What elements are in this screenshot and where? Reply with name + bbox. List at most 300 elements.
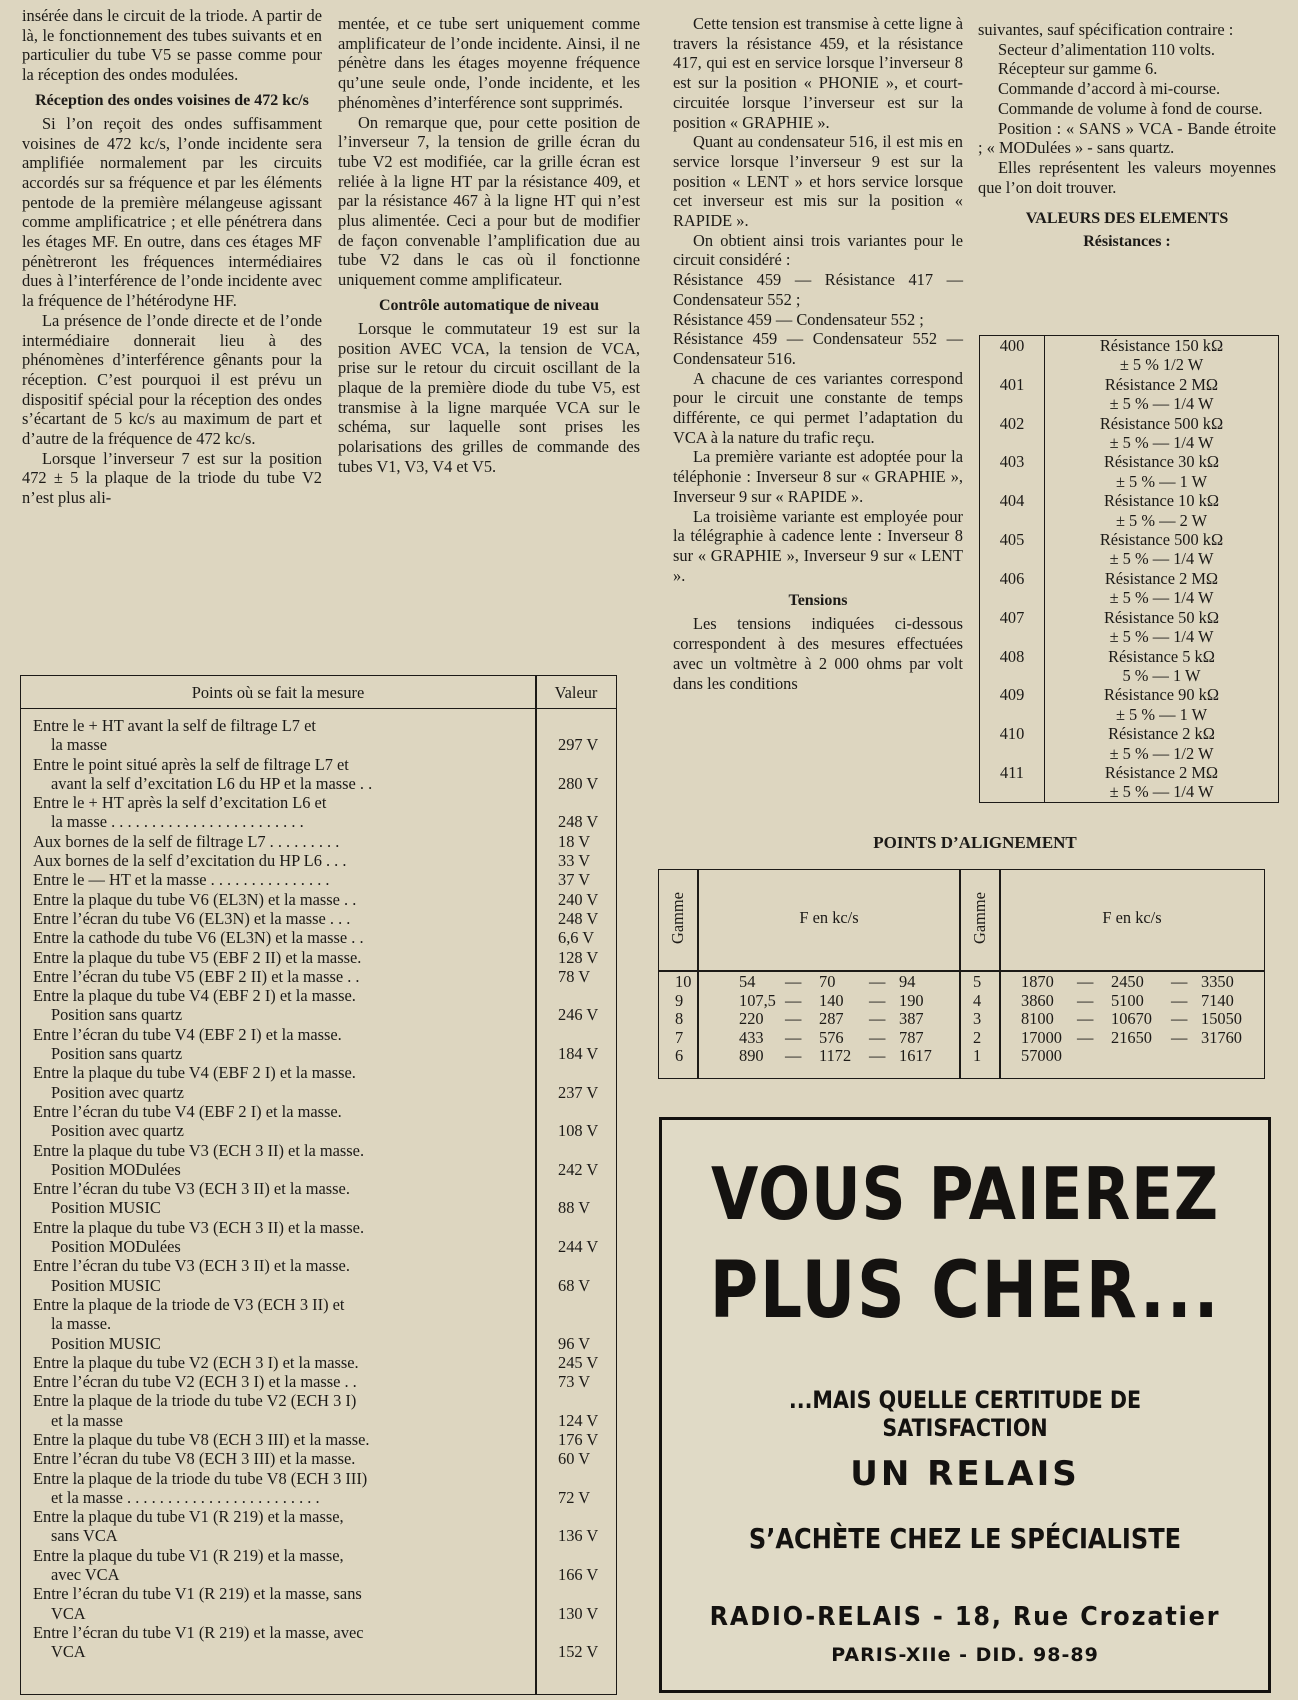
measure-point-line: Entre l’écran du tube V3 (ECH 3 II) et la masse.: [33, 1256, 350, 1276]
gamme-value: 9: [675, 990, 684, 1010]
table-row: [21, 1063, 616, 1102]
article-column-4: [978, 20, 1276, 255]
table-row: [21, 1102, 616, 1141]
table-row: [21, 1449, 616, 1468]
variant-item: Résistance 459 — Condensateur 552 — Condensateur 516.: [673, 329, 963, 368]
freq-mid: 5100: [1111, 990, 1144, 1010]
measure-point: [21, 1353, 495, 1372]
freq-header: F en kc/s: [799, 908, 859, 927]
freq-mid: 1172: [819, 1046, 852, 1065]
measure-point: [21, 1063, 495, 1102]
alignment-row: [659, 992, 959, 1011]
paragraph: On remarque que, pour cette position de l’inverseur 7, la tension de grille écran du tube V2 est modifiée, car la grille écran est reliée à la ligne HT par la résistance 409, et par la résistance 467 à la ligne HT qui n’est plus alimentée. Ceci a pour but de modifier de façon convenable l’amplification due au tube V2 dans le cas où il fonctionne uniquement comme amplificateur.: [338, 112, 640, 290]
resistance-row: [980, 414, 1279, 453]
resistance-number: 401: [980, 375, 1045, 414]
voltage-measurement-table: [20, 675, 617, 1695]
paragraph: Si l’on reçoit des ondes suffisamment voisines de 472 kc/s, l’onde incidente sera amplifiée normalement par les circuits accordés sur sa fréquence et par les éléments pentode de la première mélangeuse agissant comme amplificatrice ; et elle pénétrera dans les étages MF. En outre, dans ces étages MF pénètreront les fréquences intermédiaires dues à l’interférence de l’onde incidente avec la fréquence de l’hétérodyne HF.: [22, 113, 322, 311]
freq-low: 3860: [1021, 990, 1054, 1010]
table-row: [21, 967, 616, 986]
measure-point: [21, 1256, 495, 1295]
measure-point-line: Position MUSIC: [51, 1333, 161, 1353]
measure-point-line: avant la self d’excitation L6 du HP et la masse . .: [51, 773, 373, 793]
measure-value: 68 V: [558, 1275, 591, 1295]
section-subheading: Résistances :: [1083, 233, 1171, 251]
resistance-number: 403: [980, 452, 1045, 491]
measure-value: 280 V: [558, 773, 599, 793]
resistance-value: [1045, 414, 1279, 453]
resistance-value: [1045, 647, 1279, 686]
measure-point: [21, 948, 495, 967]
measure-point-line: Entre l’écran du tube V1 (R 219) et la masse, avec: [33, 1622, 364, 1642]
dash: —: [1077, 1009, 1094, 1028]
ad-phone: PARIS-XIIe - DID. 98-89: [831, 1644, 1099, 1666]
freq-mid: 10670: [1111, 1009, 1152, 1028]
freq-low: 220: [739, 1009, 764, 1028]
dash: —: [869, 1046, 886, 1065]
measure-point-line: Position MUSIC: [51, 1198, 161, 1218]
table-row: [21, 1430, 616, 1449]
table-row: [21, 1256, 616, 1295]
resistance-spec: Résistance 2 MΩ: [1104, 762, 1219, 782]
table-row: [21, 1623, 616, 1662]
freq-header: F en kc/s: [1102, 908, 1162, 927]
condition-item: Commande d’accord à mi-course.: [998, 79, 1221, 99]
freq-mid: 576: [819, 1027, 844, 1047]
table-header: [21, 676, 616, 709]
measure-point-line: Entre l’écran du tube V8 (ECH 3 III) et la masse.: [33, 1449, 356, 1469]
measure-value: 130 V: [558, 1603, 599, 1623]
freq-mid: 21650: [1111, 1027, 1152, 1047]
resistance-number: 409: [980, 685, 1045, 724]
paragraph: Lorsque le commutateur 19 est sur la position AVEC VCA, la tension de VCA, prise sur le retour du circuit oscillant de la plaque de la première diode du tube V5, est transmise à la ligne marquée VCA sur le schéma, sur laquelle sont prises les polarisations des grilles de commande des tubes V1, V3, V4 et V5.: [338, 318, 640, 476]
freq-low: 107,5: [739, 990, 776, 1010]
freq-high: 1617: [899, 1046, 932, 1065]
measure-value: 37 V: [558, 870, 591, 890]
measure-point-line: et la masse: [51, 1410, 123, 1430]
alignment-left-list: [659, 973, 959, 1066]
table-row: [21, 1179, 616, 1218]
measure-point-line: VCA: [51, 1603, 86, 1623]
gamme-value: 7: [675, 1027, 684, 1047]
resistance-number: 408: [980, 647, 1045, 686]
table-row: [21, 928, 616, 947]
ad-headline-2: PLUS CHER...: [709, 1246, 1221, 1336]
freq-low: 8100: [1021, 1009, 1054, 1028]
dash: —: [785, 1027, 802, 1047]
dash: —: [869, 1027, 886, 1047]
resistance-number: 405: [980, 530, 1045, 569]
section-heading: Réception des ondes voisines de 472 kc/s: [35, 91, 309, 109]
measure-point-line: la masse: [51, 735, 107, 755]
table-row: [21, 755, 616, 794]
measure-point: [21, 1141, 495, 1180]
measure-value: 78 V: [558, 966, 591, 986]
measure-point: [21, 1469, 495, 1508]
measure-point: [21, 986, 495, 1025]
freq-high: 3350: [1201, 972, 1234, 991]
gamme-value: 10: [675, 972, 692, 991]
measure-point: [21, 793, 495, 832]
resistance-tolerance: ± 5 % — 1/4 W: [1109, 433, 1214, 453]
measure-point-line: Position avec quartz: [51, 1121, 184, 1141]
alignment-row: [659, 1047, 959, 1066]
measure-point: [21, 928, 495, 947]
dash: —: [1077, 1027, 1094, 1047]
resistance-tolerance: ± 5 % — 1/4 W: [1109, 394, 1214, 414]
paragraph: mentée, et ce tube sert uniquement comme amplificateur de l’onde incidente. Ainsi, il ne pénètre dans les étages moyenne fréquence qu’une seule onde, l’onde incidente, et les phénomènes d’interférence sont supprimés.: [338, 14, 640, 112]
measure-point-line: Position MODulées: [51, 1159, 181, 1179]
condition-item: Commande de volume à fond de course.: [998, 98, 1263, 118]
measure-value: 152 V: [558, 1642, 599, 1662]
freq-high: 15050: [1201, 1009, 1242, 1028]
freq-mid: 2450: [1111, 972, 1144, 991]
gamme-value: 5: [973, 972, 982, 991]
measure-point-line: Aux bornes de la self d’excitation du HP L6 . . .: [33, 851, 347, 871]
measure-value: 244 V: [558, 1237, 599, 1257]
resistance-number: 402: [980, 414, 1045, 453]
paragraph: Lorsque l’inverseur 7 est sur la position 472 ± 5 la plaque de la triode du tube V2 n’est plus ali-: [22, 448, 322, 508]
resistance-tolerance: 5 % — 1 W: [1122, 665, 1201, 685]
measure-point: [21, 832, 495, 851]
measure-point-line: Entre la plaque de la triode du tube V8 (ECH 3 III): [33, 1468, 368, 1488]
freq-high: 7140: [1201, 990, 1234, 1010]
measure-point-line: Entre l’écran du tube V2 (ECH 3 I) et la masse . .: [33, 1372, 357, 1392]
measure-point-line: VCA: [51, 1642, 86, 1662]
resistance-row: [980, 491, 1279, 530]
resistance-tolerance: ± 5 % — 1/4 W: [1109, 627, 1214, 647]
freq-low: 1870: [1021, 972, 1054, 991]
measure-point-line: Entre la cathode du tube V6 (EL3N) et la masse . .: [33, 928, 364, 948]
measure-value: 96 V: [558, 1333, 591, 1353]
measure-point: [21, 1102, 495, 1141]
measure-point: [21, 1623, 495, 1662]
freq-high: 94: [899, 972, 916, 991]
measure-point-line: Entre le point situé après la self de filtrage L7 et: [33, 754, 349, 774]
measure-point-line: et la masse . . . . . . . . . . . . . . . . . . . . . . . .: [51, 1487, 320, 1507]
article-column-1: [22, 6, 322, 508]
table-row: [21, 890, 616, 909]
measure-point: [21, 1449, 495, 1468]
measure-point-line: Entre la plaque de la triode de V3 (ECH 3 II) et: [33, 1294, 345, 1314]
dash: —: [1171, 972, 1188, 991]
alignment-row: [961, 1010, 1264, 1029]
measure-point: [21, 1584, 495, 1623]
table-row: [21, 1141, 616, 1180]
table-row: [21, 948, 616, 967]
section-heading: VALEURS DES ELEMENTS: [1025, 210, 1229, 228]
resistance-row: [980, 724, 1279, 763]
measure-point-line: Entre la plaque du tube V1 (R 219) et la masse,: [33, 1507, 344, 1527]
dash: —: [869, 1009, 886, 1028]
resistance-number: 407: [980, 608, 1045, 647]
resistance-value: [1045, 724, 1279, 763]
measure-point-line: Position avec quartz: [51, 1082, 184, 1102]
measure-point: [21, 851, 495, 870]
table-row: [21, 1353, 616, 1372]
measure-point-line: Aux bornes de la self de filtrage L7 . . . . . . . . .: [33, 831, 340, 851]
freq-low: 890: [739, 1046, 764, 1065]
article-column-3: [673, 14, 963, 693]
measure-point: [21, 967, 495, 986]
alignment-title: POINTS D’ALIGNEMENT: [873, 833, 1077, 852]
dash: —: [785, 972, 802, 991]
freq-low: 54: [739, 972, 756, 991]
resistance-number: 404: [980, 491, 1045, 530]
table-row: [21, 1469, 616, 1508]
ad-headline-1: VOUS PAIEREZ: [710, 1152, 1220, 1236]
gamme-value: 4: [973, 990, 982, 1010]
table-row: [21, 1546, 616, 1585]
ad-product: UN RELAIS: [850, 1454, 1080, 1494]
gamme-header: Gamme: [668, 892, 687, 944]
resistance-number: 410: [980, 724, 1045, 763]
resistance-spec: Résistance 30 kΩ: [1103, 452, 1220, 472]
measure-value: 124 V: [558, 1410, 599, 1430]
radio-relais-advertisement: [659, 1117, 1271, 1693]
resistance-number: 406: [980, 569, 1045, 608]
table-row: [21, 1584, 616, 1623]
measure-value: 166 V: [558, 1565, 599, 1585]
paragraph: Elles représentent les valeurs moyennes que l’on doit trouver.: [978, 157, 1276, 197]
measure-value: 73 V: [558, 1372, 591, 1392]
freq-high: 787: [899, 1027, 924, 1047]
measure-point-line: Entre l’écran du tube V3 (ECH 3 II) et la masse.: [33, 1179, 350, 1199]
resistance-row: [980, 530, 1279, 569]
table-row: [21, 986, 616, 1025]
alignment-row: [961, 1029, 1264, 1048]
table-row: [21, 716, 616, 755]
table-row: [21, 832, 616, 851]
measure-value: 72 V: [558, 1487, 591, 1507]
measure-point: [21, 1391, 495, 1430]
resistance-tolerance: ± 5 % 1/2 W: [1119, 355, 1204, 375]
measure-point: [21, 1507, 495, 1546]
gamme-value: 3: [973, 1009, 982, 1028]
dash: —: [1077, 972, 1094, 991]
measure-point-line: Entre la plaque du tube V6 (EL3N) et la masse . .: [33, 889, 357, 909]
resistance-value: [1045, 491, 1279, 530]
ad-tagline: ...MAIS QUELLE CERTITUDE DE SATISFACTION: [788, 1386, 1142, 1442]
paragraph: Quant au condensateur 516, il est mis en service lorsque l’inverseur 9 est sur la position « LENT » et hors service lorsque cet inverseur est mis sur la position « RAPIDE ».: [673, 132, 963, 231]
resistance-spec: Résistance 2 kΩ: [1108, 724, 1215, 744]
paragraph: La troisième variante est employée pour la télégraphie à cadence lente : Inverseur 8 sur « GRAPHIE », Inverseur 9 sur « LENT ».: [673, 506, 963, 585]
section-heading: Tensions: [788, 592, 848, 610]
table-row: [21, 1372, 616, 1391]
measure-point-line: Entre l’écran du tube V6 (EL3N) et la masse . . .: [33, 908, 351, 928]
measure-point-line: Entre la plaque du tube V3 (ECH 3 II) et la masse.: [33, 1217, 365, 1237]
measure-value: 6,6 V: [558, 928, 595, 948]
measure-point-line: Position sans quartz: [51, 1044, 183, 1064]
measure-value: 136 V: [558, 1526, 599, 1546]
resistance-tolerance: ± 5 % — 1/2 W: [1109, 743, 1214, 763]
resistance-value: [1045, 452, 1279, 491]
condition-item: Secteur d’alimentation 110 volts.: [998, 39, 1215, 59]
measure-value: 128 V: [558, 947, 599, 967]
alignment-row: [659, 973, 959, 992]
measure-value: 248 V: [558, 908, 599, 928]
resistance-value: [1045, 336, 1279, 375]
measure-point-line: Entre la plaque du tube V8 (ECH 3 III) et la masse.: [33, 1429, 370, 1449]
measure-value: 184 V: [558, 1044, 599, 1064]
measure-point-line: Entre le + HT avant la self de filtrage L7 et: [33, 716, 316, 735]
resistance-tolerance: ± 5 % — 1/4 W: [1109, 549, 1214, 569]
resistance-value: [1045, 763, 1279, 802]
paragraph: La présence de l’onde directe et de l’onde intermédiaire donnerait lieu à des phénomènes d’interférence gênants pour la réception. C’est pourquoi il est prévu un dispositif spécial pour la réception des ondes s’écartant de 5 kc/s au maximum de part et d’autre de la fréquence de 472 kc/s.: [22, 310, 322, 449]
header-points: Points où se fait la mesure: [191, 683, 365, 702]
freq-low: 433: [739, 1027, 764, 1047]
gamme-value: 2: [973, 1027, 982, 1047]
measure-point-line: Position MODulées: [51, 1237, 181, 1257]
section-heading: Contrôle automatique de niveau: [379, 296, 599, 314]
measure-point: [21, 1179, 495, 1218]
measure-point: [21, 870, 495, 889]
resistance-row: [980, 647, 1279, 686]
measure-value: 237 V: [558, 1082, 599, 1102]
condition-item: Position : « SANS » VCA - Bande étroite ; « MODulées » - sans quartz.: [978, 118, 1276, 158]
table-row: [21, 909, 616, 928]
table-row: [21, 1025, 616, 1064]
measure-point-line: Entre la plaque du tube V1 (R 219) et la masse,: [33, 1545, 344, 1565]
alignment-row: [659, 1010, 959, 1029]
measure-value: 240 V: [558, 889, 599, 909]
resistance-value: [1045, 608, 1279, 647]
measure-value: 18 V: [558, 831, 591, 851]
resistance-tolerance: ± 5 % — 1/4 W: [1109, 588, 1214, 608]
paragraph: A chacune de ces variantes correspond pour le circuit une constante de temps différente, ce qui permet l’adaptation du VCA à la nature du trafic reçu.: [673, 368, 963, 447]
dash: —: [869, 972, 886, 991]
measure-point: [21, 1025, 495, 1064]
resistance-spec: Résistance 2 MΩ: [1104, 568, 1219, 588]
measure-value: 108 V: [558, 1121, 599, 1141]
table-row: [21, 1218, 616, 1257]
freq-high: 31760: [1201, 1027, 1242, 1047]
measure-point: [21, 1430, 495, 1449]
measure-point-line: Entre le + HT après la self d’excitation L6 et: [33, 793, 327, 813]
table-row: [21, 1295, 616, 1353]
measure-point-line: Entre la plaque du tube V2 (ECH 3 I) et la masse.: [33, 1352, 359, 1372]
resistance-spec: Résistance 50 kΩ: [1103, 607, 1220, 627]
resistance-value: [1045, 375, 1279, 414]
measure-point-line: avec VCA: [51, 1565, 120, 1585]
dash: —: [869, 990, 886, 1010]
paragraph: Les tensions indiquées ci-dessous correspondent à des mesures effectuées avec un voltmètre à 2 000 ohms par volt dans les conditions: [673, 614, 963, 693]
gamme-header: Gamme: [970, 892, 989, 944]
measure-point-line: Entre la plaque du tube V3 (ECH 3 II) et la masse.: [33, 1140, 365, 1160]
variant-item: Résistance 459 — Résistance 417 — Condensateur 552 ;: [673, 270, 963, 309]
dash: —: [1077, 990, 1094, 1010]
dash: —: [1171, 1027, 1188, 1047]
measure-point: [21, 716, 495, 755]
resistance-tolerance: ± 5 % — 1 W: [1115, 471, 1208, 491]
resistance-row: [980, 763, 1279, 802]
resistance-spec: Résistance 10 kΩ: [1103, 491, 1220, 511]
measure-point-line: sans VCA: [51, 1526, 118, 1546]
resistance-spec: Résistance 500 kΩ: [1099, 413, 1224, 433]
resistance-value: [1045, 530, 1279, 569]
dash: —: [785, 1046, 802, 1065]
measurement-rows: [21, 716, 616, 1662]
measure-point: [21, 1218, 495, 1257]
table-row: [21, 851, 616, 870]
measure-point: [21, 1295, 495, 1353]
resistance-value: [1045, 685, 1279, 724]
measure-point: [21, 1372, 495, 1391]
article-column-2: [338, 14, 640, 476]
resistance-number: 411: [980, 763, 1045, 802]
gamme-value: 8: [675, 1009, 684, 1028]
resistance-row: [980, 685, 1279, 724]
freq-mid: 140: [819, 990, 844, 1010]
resistance-spec: Résistance 150 kΩ: [1099, 336, 1224, 355]
measure-point-line: Entre la plaque du tube V5 (EBF 2 II) et la masse.: [33, 947, 362, 967]
paragraph: La première variante est adoptée pour la téléphonie : Inverseur 8 sur « GRAPHIE », Inverseur 9 sur « RAPIDE ».: [673, 447, 963, 506]
header-value: Valeur: [554, 683, 598, 702]
resistance-spec: Résistance 5 kΩ: [1108, 646, 1215, 666]
measure-value: 88 V: [558, 1198, 591, 1218]
dash: —: [1171, 990, 1188, 1010]
measure-value: 246 V: [558, 1005, 599, 1025]
alignment-row: [961, 973, 1264, 992]
resistance-tolerance: ± 5 % — 1 W: [1115, 704, 1208, 724]
resistance-table: [979, 335, 1279, 803]
ad-address: RADIO-RELAIS - 18, Rue Crozatier: [709, 1602, 1221, 1632]
resistance-number: 400: [980, 336, 1045, 375]
freq-mid: 287: [819, 1009, 844, 1028]
measure-value: 297 V: [558, 735, 599, 755]
measure-point-line: la masse . . . . . . . . . . . . . . . . . . . . . . . .: [51, 812, 304, 832]
table-row: [21, 870, 616, 889]
variant-item: Résistance 459 — Condensateur 552 ;: [673, 309, 924, 329]
resistance-row: [980, 336, 1279, 375]
measure-value: 245 V: [558, 1352, 599, 1372]
alignment-right-list: [961, 973, 1264, 1066]
measure-value: 33 V: [558, 851, 591, 871]
measure-point: [21, 755, 495, 794]
measure-point-line: Entre la plaque de la triode du tube V2 (ECH 3 I): [33, 1391, 357, 1411]
resistance-row: [980, 569, 1279, 608]
measure-point-line: Entre l’écran du tube V5 (EBF 2 II) et la masse . .: [33, 966, 360, 986]
measure-point: [21, 890, 495, 909]
measure-value: 242 V: [558, 1159, 599, 1179]
condition-item: Récepteur sur gamme 6.: [998, 59, 1158, 79]
paragraph: suivantes, sauf spécification contraire :: [978, 20, 1234, 39]
measure-value: 60 V: [558, 1449, 591, 1469]
dash: —: [785, 1009, 802, 1028]
freq-low: 57000: [1021, 1046, 1062, 1065]
measure-point-line: Entre l’écran du tube V4 (EBF 2 I) et la masse.: [33, 1024, 342, 1044]
alignment-row: [961, 992, 1264, 1011]
freq-low: 17000: [1021, 1027, 1062, 1047]
measure-point: [21, 909, 495, 928]
resistance-spec: Résistance 500 kΩ: [1099, 530, 1224, 550]
measure-point-line: Entre l’écran du tube V1 (R 219) et la masse, sans: [33, 1584, 362, 1604]
alignment-row: [659, 1029, 959, 1048]
ad-subline: S’ACHÈTE CHEZ LE SPÉCIALISTE: [748, 1522, 1182, 1555]
measure-point-line: Entre le — HT et la masse . . . . . . . . . . . . . . .: [33, 870, 330, 890]
measure-point-line: Entre l’écran du tube V4 (EBF 2 I) et la masse.: [33, 1101, 342, 1121]
dash: —: [1171, 1009, 1188, 1028]
measure-value: 176 V: [558, 1429, 599, 1449]
measure-point-line: Entre la plaque du tube V4 (EBF 2 I) et la masse.: [33, 1063, 356, 1083]
measure-value: 248 V: [558, 812, 599, 832]
measure-point-line: la masse.: [51, 1314, 112, 1334]
resistance-row: [980, 608, 1279, 647]
resistance-row: [980, 375, 1279, 414]
freq-mid: 70: [819, 972, 836, 991]
resistance-spec: Résistance 90 kΩ: [1103, 685, 1220, 705]
table-row: [21, 793, 616, 832]
freq-high: 190: [899, 990, 924, 1010]
